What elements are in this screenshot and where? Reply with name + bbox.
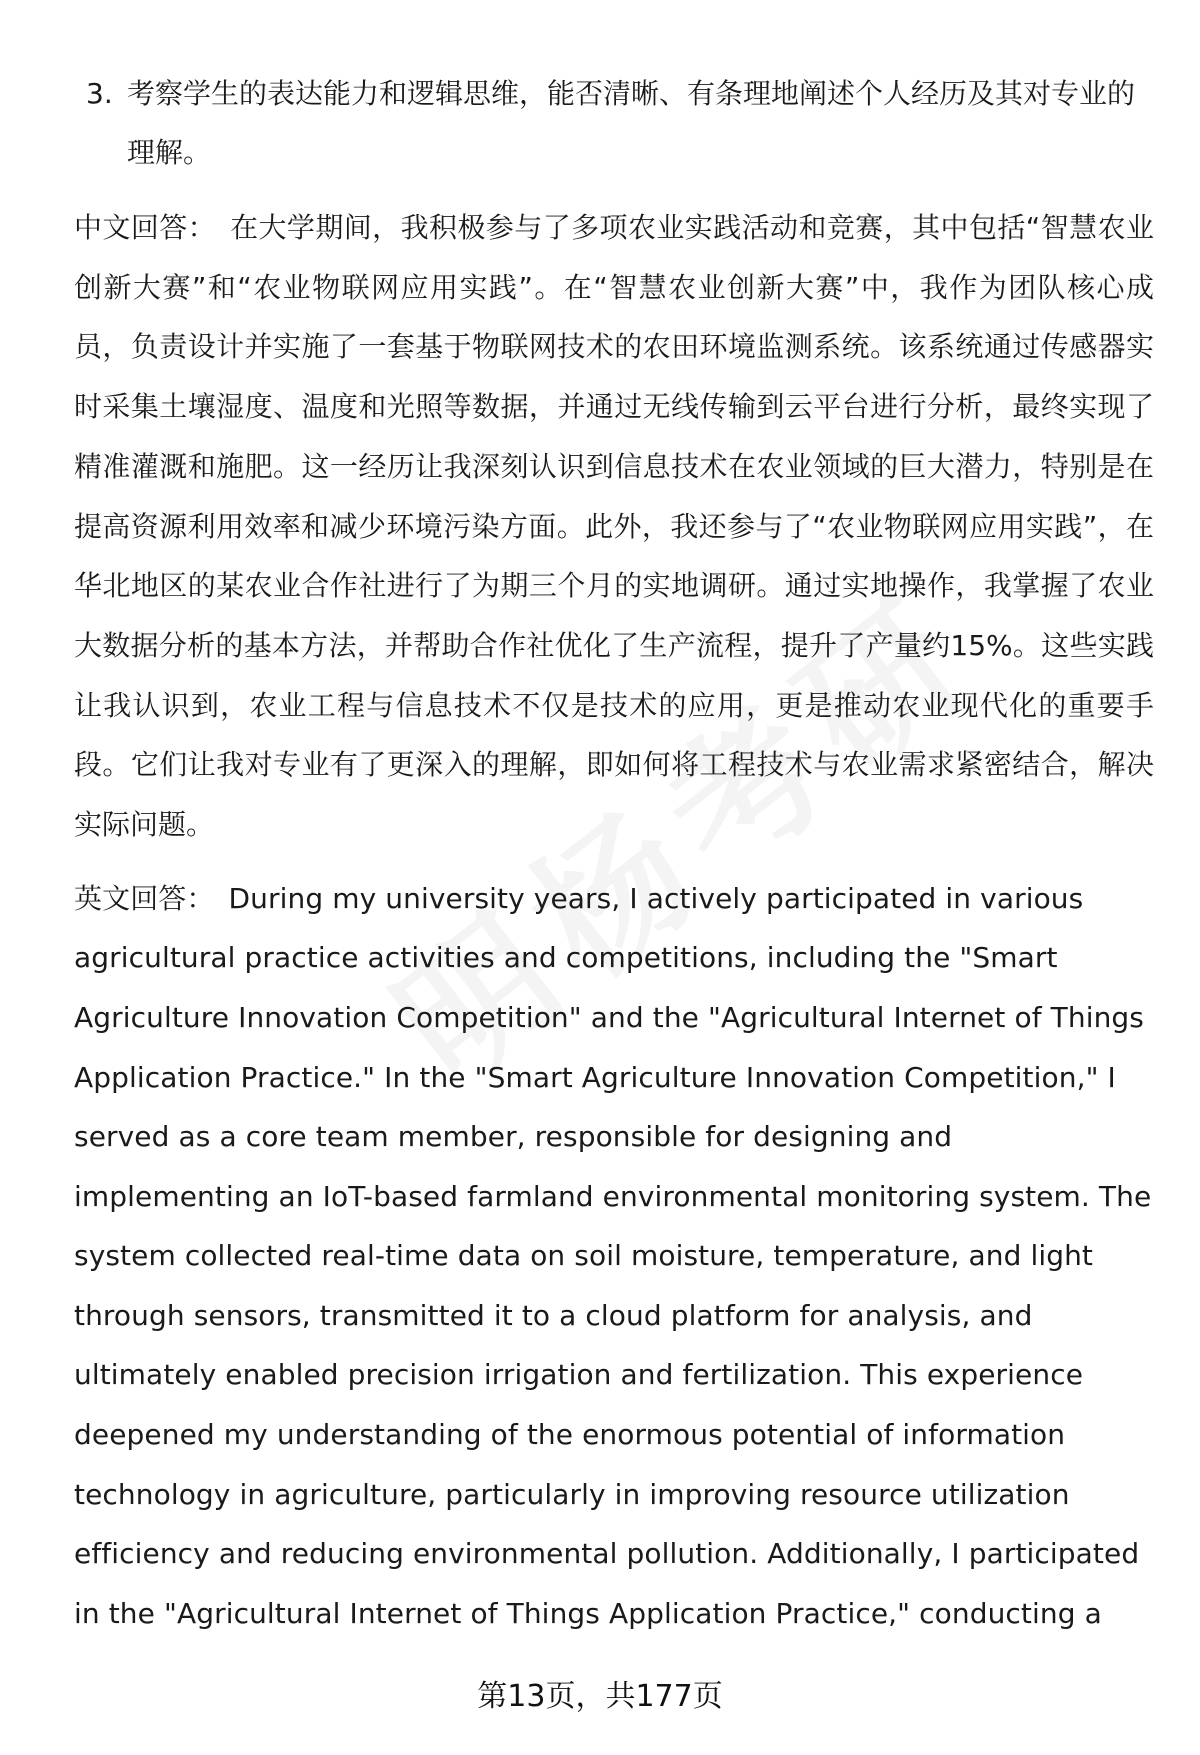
- english-answer: [74, 869, 1154, 1644]
- english-answer-label: 英文回答：: [74, 881, 215, 915]
- question-number: 3.: [86, 77, 113, 110]
- question-text: 考察学生的表达能力和逻辑思维，能否清晰、有条理地阐述个人经历及其对专业的理解。: [127, 77, 1136, 169]
- page-footer: [0, 1677, 1200, 1717]
- document-page: [74, 64, 1154, 1643]
- english-answer-text: During my university years, I actively participated in various agricultural practice activities and competitions, including the "Smart Agriculture Innovation Competition" and the "Agricultural Internet of Things Application Practice." In the "Smart Agriculture Innovation Competition," I served as a core team member, responsible for designing and implementing an IoT-based farmland environmental monitoring system. The system collected real-time data on soil moisture, temperature, and light through sensors, transmitted it to a cloud platform for analysis, and ultimately enabled precision irrigation and fertilization. This experience deepened my understanding of the enormous potential of information technology in agriculture, particularly in improving resource utilization efficiency and reducing environmental pollution. Additionally, I participated in the "Agricultural Internet of Things Application Practice," conducting a: [74, 881, 1152, 1630]
- chinese-answer: [74, 198, 1154, 855]
- chinese-answer-text: 在大学期间，我积极参与了多项农业实践活动和竞赛，其中包括“智慧农业创新大赛”和“农业物联网应用实践”。在“智慧农业创新大赛”中，我作为团队核心成员，负责设计并实施了一套基于物联网技术的农田环境监测系统。该系统通过传感器实时采集土壤湿度、温度和光照等数据，并通过无线传输到云平台进行分析，最终实现了精准灌溉和施肥。这一经历让我深刻认识到信息技术在农业领域的巨大潜力，特别是在提高资源利用效率和减少环境污染方面。此外，我还参与了“农业物联网应用实践”，在华北地区的某农业合作社进行了为期三个月的实地调研。通过实地操作，我掌握了农业大数据分析的基本方法，并帮助合作社优化了生产流程，提升了产量约15%。这些实践让我认识到，农业工程与信息技术不仅是技术的应用，更是推动农业现代化的重要手段。它们让我对专业有了更深入的理解，即如何将工程技术与农业需求紧密结合，解决实际问题。: [74, 211, 1154, 842]
- page-indicator: 第13页，共177页: [477, 1679, 723, 1714]
- question-item: [74, 64, 1154, 182]
- chinese-answer-label: 中文回答：: [74, 211, 217, 244]
